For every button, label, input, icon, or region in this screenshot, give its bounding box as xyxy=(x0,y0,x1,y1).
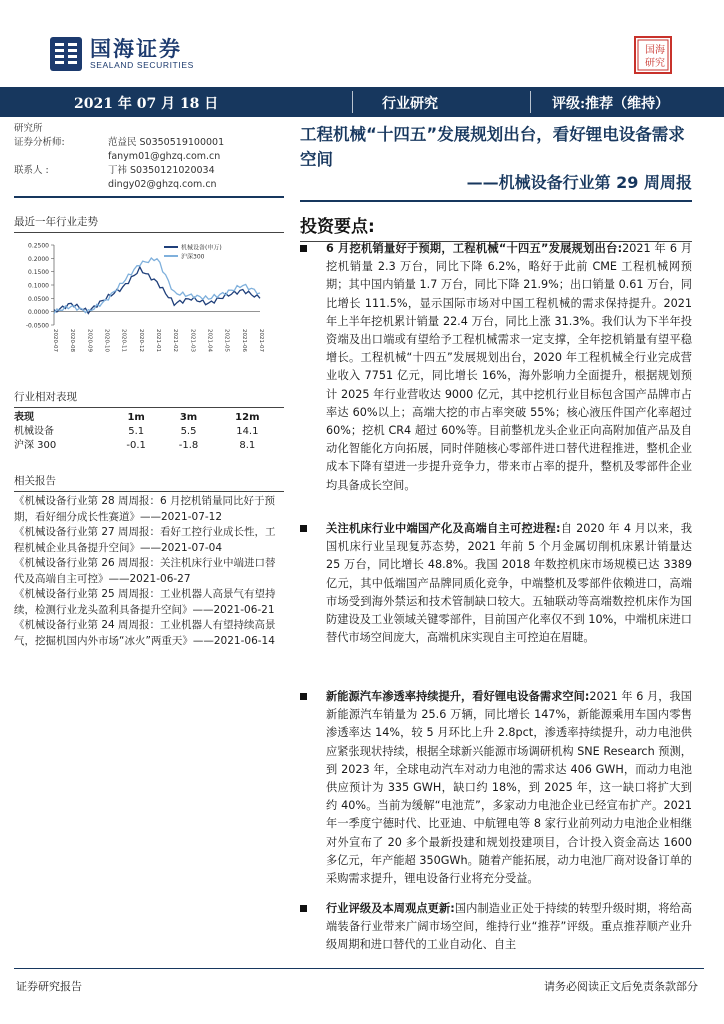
key-points-title: 投资要点: xyxy=(300,217,375,237)
related-title: 相关报告 xyxy=(14,475,56,487)
cell-12m: 8.1 xyxy=(239,440,256,451)
bullet-square-icon xyxy=(300,525,307,532)
brand-name-cn: 国海证券 xyxy=(90,36,182,61)
x-tick-label: 2020-12 xyxy=(137,329,144,352)
analyst-email[interactable]: fanym01@ghzq.com.cn xyxy=(108,151,221,162)
y-tick-label: 0.0500 xyxy=(28,295,49,303)
point-title: 新能源汽车渗透率持续提升，看好锂电设备需求空间: xyxy=(326,690,590,703)
y-tick-label: 0.1000 xyxy=(28,282,49,290)
bullet-square-icon xyxy=(300,693,307,700)
research-seal-icon xyxy=(634,36,672,74)
x-tick-label: 2021-02 xyxy=(172,329,179,352)
footer-left: 证券研究报告 xyxy=(16,980,82,993)
header-cell: 3m xyxy=(179,412,198,423)
contact-label: 联系人 : xyxy=(14,165,49,176)
header-cell: 表现 xyxy=(14,412,34,423)
list-item[interactable]: 《机械设备行业第 25 周周报：工业机器人高景气有望持续，检测行业龙头盈利具备提升空间》——2021-06-21 xyxy=(14,588,276,616)
key-point xyxy=(300,240,692,495)
y-tick-label: 0.1500 xyxy=(28,269,49,277)
cell-3m: -1.8 xyxy=(178,440,199,451)
section-divider xyxy=(14,491,284,492)
x-tick-label: 2020-09 xyxy=(86,329,93,352)
list-item[interactable]: 《机械设备行业第 24 周周报：工业机器人有望持续高景气，挖掘机国内外市场“冰火”两重天》——2021-06-14 xyxy=(14,619,276,647)
table-header-row xyxy=(14,411,280,425)
x-tick-label: 2020-07 xyxy=(52,329,58,352)
svg-text:研: 研 xyxy=(645,58,655,69)
key-point xyxy=(300,900,692,955)
table-row xyxy=(14,425,280,439)
y-tick-label: 0.2000 xyxy=(28,255,49,263)
cell-3m: 5.5 xyxy=(180,426,197,437)
list-item[interactable]: 《机械设备行业第 26 周周报：关注机床行业中端进口替代及高端自主可控》——2021-06-27 xyxy=(14,557,276,585)
performance-table xyxy=(14,411,280,453)
footer-right: 请务必阅读正文后免责条款部分 xyxy=(544,980,698,993)
cell-12m: 14.1 xyxy=(236,426,259,437)
footer-divider xyxy=(14,968,704,969)
point-title: 关注机床行业中端国产化及高端自主可控进程: xyxy=(326,522,561,535)
y-tick-label: -0.0500 xyxy=(25,322,49,330)
industry-trend-chart xyxy=(14,237,280,367)
x-tick-label: 2020-08 xyxy=(69,329,76,352)
y-tick-label: 0.2500 xyxy=(28,242,49,250)
point-title: 6 月挖机销量好于预期，工程机械“十四五”发展规划出台: xyxy=(326,242,623,255)
org-label: 研究所 xyxy=(14,123,43,134)
performance-title: 行业相对表现 xyxy=(14,391,77,403)
section-divider xyxy=(14,196,284,198)
bar-divider xyxy=(352,91,353,113)
cell-1m: -0.1 xyxy=(126,440,146,451)
contact-name: 丁祎 S0350121020034 xyxy=(108,165,215,176)
svg-text:海: 海 xyxy=(655,45,665,56)
report-date: 2021 年 07 月 18 日 xyxy=(74,96,219,112)
contact-email[interactable]: dingy02@ghzq.com.cn xyxy=(108,179,217,190)
table-row xyxy=(14,439,280,453)
related-reports-list xyxy=(14,494,284,649)
x-tick-label: 2020-11 xyxy=(120,329,127,352)
x-tick-label: 2021-05 xyxy=(223,329,230,352)
legend-label: 机械设备(申万) xyxy=(181,244,222,252)
series-line xyxy=(54,258,260,314)
svg-text:国: 国 xyxy=(645,45,655,56)
report-rating: 评级:推荐（维持） xyxy=(552,96,670,112)
x-tick-label: 2021-03 xyxy=(189,329,196,352)
key-point xyxy=(300,688,692,888)
report-subhead: ——机械设备行业第 29 周周报 xyxy=(466,173,692,192)
brand-name-en: SEALAND SECURITIES xyxy=(90,59,194,70)
trend-title: 最近一年行业走势 xyxy=(14,216,98,228)
section-divider xyxy=(14,232,284,233)
report-headline: 工程机械“十四五”发展规划出台，看好锂电设备需求空间 xyxy=(300,125,685,169)
left-sidebar xyxy=(14,122,284,649)
bullet-square-icon xyxy=(300,245,307,252)
brand-mark-icon xyxy=(50,37,82,71)
x-tick-label: 2021-04 xyxy=(206,329,213,352)
x-tick-label: 2020-10 xyxy=(103,329,110,352)
svg-text:究: 究 xyxy=(655,58,665,69)
bar-divider xyxy=(530,91,531,113)
list-item[interactable]: 《机械设备行业第 28 周周报：6 月挖机销量同比好于预期，看好细分成长性赛道》——2021-07-12 xyxy=(14,495,276,523)
x-tick-label: 2021-07 xyxy=(258,329,264,352)
analyst-label: 证券分析师: xyxy=(14,137,65,148)
section-divider xyxy=(14,407,284,408)
report-category: 行业研究 xyxy=(382,96,438,112)
header-cell: 1m xyxy=(127,412,145,423)
legend-label: 沪深300 xyxy=(181,253,205,261)
report-header-bar xyxy=(0,87,724,117)
row-name: 机械设备 xyxy=(14,426,54,437)
analyst-name: 范益民 S0350519100001 xyxy=(108,137,225,148)
row-name: 沪深 300 xyxy=(14,440,57,451)
point-body: 2021 年 6 月挖机销量 2.3 万台，同比下降 6.2%，略好于此前 CME 工程机械网预期；其中国内销量 1.7 万台，同比下降 21.9%；出口销量 0.61 万台，同比增长 111.5%，显示国际市场对中国工程机械的需求保持提升。2021 年上半年挖机累计销量 22.4 万台，同比上涨 31.3%。我们认为下半年投资端及出口端或有望给予工程机械需求一定支撑，全年挖机销量有望平稳增长。工程机械“十四五”发展规划出台，2020 年工程机械全行业完成营业收入 7751 亿元，同比增长 16%，海外影响力全面提升，根据规划预计 2025 年行业营收达 9000 亿元，其中挖机行业目标包含国产品牌市占率达 60%以上；高端大挖的市占率突破 55%；核心液压件国产化率超过 60%；挖机 CR4 超过 60%等。目前整机龙头企业正向高附加值产品及自动化智能化方向拓展，同时伴随核心零部件进口替代进程推进，整机企业成本下降有望进一步提升竞争力，带来市占率的提升，整机及零部件企业均具备成长空间。 xyxy=(326,242,692,492)
list-item[interactable]: 《机械设备行业第 27 周周报：看好工控行业成长性，工程机械企业具备提升空间》——2021-07-04 xyxy=(14,526,276,554)
main-content xyxy=(300,122,692,242)
header-cell: 12m xyxy=(235,412,260,423)
point-body: 2021 年 6 月，我国新能源汽车销量为 25.6 万辆，同比增长 147%，新能源乘用车国内零售渗透率达 14%，较 5 月环比上升 2.8pct，渗透率持续提升，动力电池供应紧张现状持续，根据全球新兴能源市场调研机构 SNE Research 预测，到 2023 年，全球电动汽车对动力电池的需求达 406 GWH，而动力电池供应预计为 335 GWH，缺口约 18%，到 2025 年，这一缺口将扩大到约 40%。当前为缓解“电池荒”，多家动力电池企业已经宣布扩产。2021 年一季度宁德时代、比亚迪、中航锂电等 8 家行业前列动力电池企业相继对外宣布了 20 多个最新投建和规划投建项目，合计投入资金高达 1600 多亿元，年产能超 350GWh。随着产能拓展，动力电池厂商对设备订单的采购需求提升，锂电设备行业将充分受益。 xyxy=(326,690,692,886)
point-body: 国内制造业正处于持续的转型升级时期，将给高端装备行业带来广阔市场空间，维持行业“推荐”评级。重点推荐顺产业升级周期和进口替代的工业自动化、自主 xyxy=(326,902,692,952)
point-body: 自 2020 年 4 月以来，我国机床行业呈现复苏态势，2021 年前 5 个月金属切削机床累计销量达 25 万台，同比增长 48.8%。我国 2018 年数控机床市场规模已达 3389 亿元，其中低端国产品牌同质化竞争，中端整机及零部件依赖进口，高端市场受到海外禁运和技术管制缺口较大。五轴联动等高端数控机床作为国防建设及工业领域关键零部件，目前国产化率仅不到 10%，中端机床进口替代市场空间庞大，高端机床实现自主可控迫在眉睫。 xyxy=(326,522,692,645)
brand-logo xyxy=(50,34,194,74)
section-divider xyxy=(300,200,692,202)
x-tick-label: 2021-01 xyxy=(155,329,161,352)
point-title: 行业评级及本周观点更新: xyxy=(326,902,455,915)
analyst-block xyxy=(14,122,284,192)
key-point xyxy=(300,520,692,647)
cell-1m: 5.1 xyxy=(128,426,145,437)
x-tick-label: 2021-06 xyxy=(240,329,247,352)
bullet-square-icon xyxy=(300,905,307,912)
y-tick-label: 0.0000 xyxy=(28,309,49,317)
